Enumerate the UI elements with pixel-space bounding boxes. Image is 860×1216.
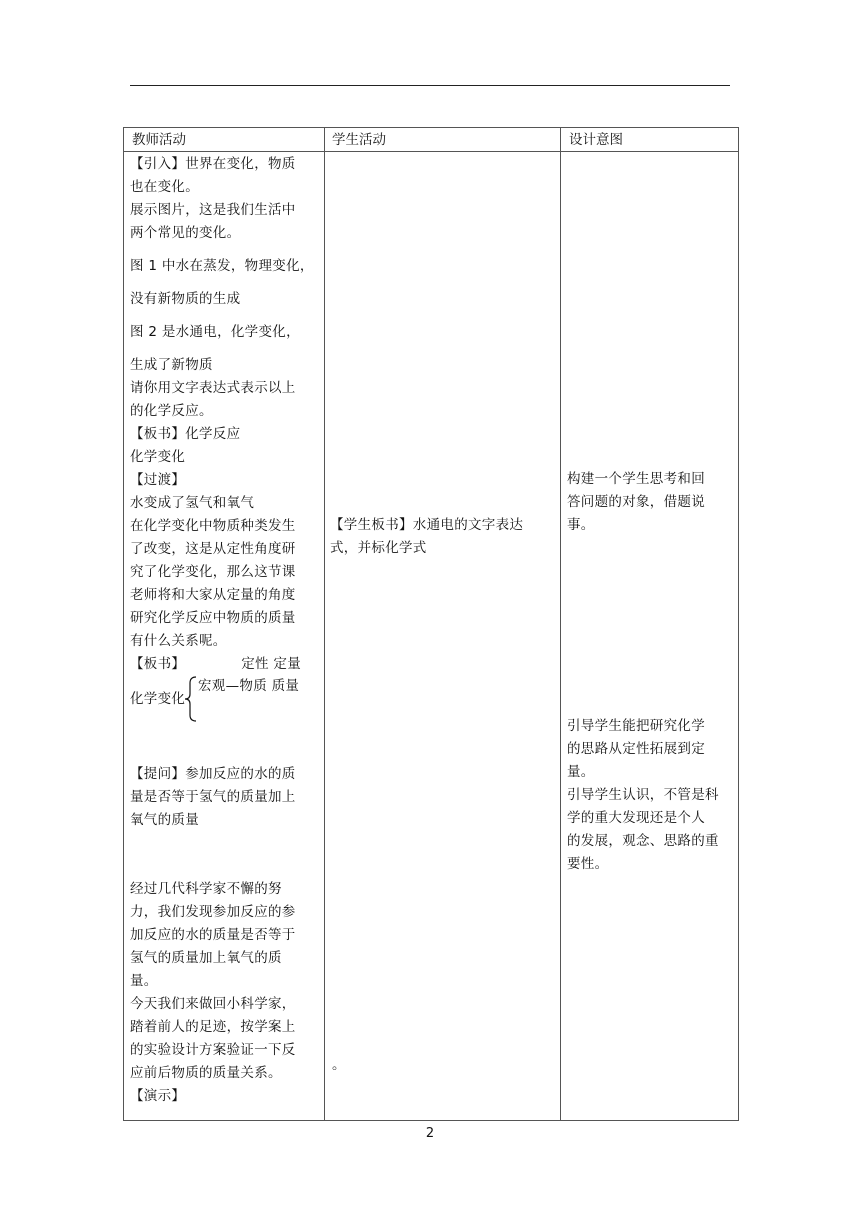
text-line: 式，并标化学式 bbox=[330, 540, 427, 556]
text-line: 引导学生能把研究化学 bbox=[567, 718, 705, 734]
column-divider bbox=[324, 128, 325, 1120]
page-number: 2 bbox=[425, 1126, 435, 1141]
text-line: 【过渡】 bbox=[130, 472, 186, 488]
text-line: 量。 bbox=[130, 973, 158, 989]
text-line: 踏着前人的足迹，按学案上 bbox=[130, 1019, 296, 1035]
text-line: 力，我们发现参加反应的参 bbox=[130, 904, 296, 920]
text-line: 生成了新物质 bbox=[130, 357, 213, 373]
board-line bbox=[130, 653, 320, 676]
text-line: 氧气的质量 bbox=[130, 812, 199, 828]
text-line: 的发展，观念、思路的重 bbox=[567, 833, 719, 849]
text-line: 加反应的水的质量是否等于 bbox=[130, 927, 296, 943]
text-line: 【提问】参加反应的水的质 bbox=[130, 766, 296, 782]
text-line: 有什么关系呢。 bbox=[130, 633, 227, 649]
text-line: 氢气的质量加上氧气的质 bbox=[130, 950, 282, 966]
text-line: 化学变化 bbox=[130, 449, 186, 465]
teacher-cell bbox=[130, 153, 320, 1108]
text-line: 量是否等于氢气的质量加上 bbox=[130, 789, 296, 805]
text-line: 图 1 中水在蒸发，物理变化， bbox=[130, 258, 314, 274]
header-student: 学生活动 bbox=[332, 132, 386, 148]
text-line: 展示图片，这是我们生活中 bbox=[130, 202, 296, 218]
brace-diagram bbox=[130, 676, 320, 722]
student-cell bbox=[330, 514, 556, 560]
text-line: 两个常见的变化。 bbox=[130, 225, 241, 241]
brace-label: 化学变化 bbox=[130, 691, 186, 707]
header-row-divider bbox=[124, 151, 738, 152]
text-line: 了改变，这是从定性角度研 bbox=[130, 541, 296, 557]
column-divider bbox=[560, 128, 561, 1120]
text-line: 【引入】世界在变化，物质 bbox=[130, 156, 296, 172]
text-line: 的实验设计方案验证一下反 bbox=[130, 1042, 296, 1058]
text-line: 的思路从定性拓展到定 bbox=[567, 741, 705, 757]
left-brace-icon bbox=[184, 676, 198, 722]
header-intent: 设计意图 bbox=[569, 132, 623, 148]
text-line: 【演示】 bbox=[130, 1088, 186, 1104]
text-line: 也在变化。 bbox=[130, 179, 199, 195]
text-line: 没有新物质的生成 bbox=[130, 291, 241, 307]
text-line: 研究化学反应中物质的质量 bbox=[130, 610, 296, 626]
student-note: 。 bbox=[332, 1057, 346, 1073]
intent-cell-1 bbox=[567, 468, 737, 537]
header-teacher: 教师活动 bbox=[132, 132, 186, 148]
text-line: 在化学变化中物质种类发生 bbox=[130, 518, 296, 534]
text-line: 引导学生认识，不管是科 bbox=[567, 787, 719, 803]
text-line: 学的重大发现还是个人 bbox=[567, 810, 705, 826]
text-line: 经过几代科学家不懈的努 bbox=[130, 881, 282, 897]
text-line: 构建一个学生思考和回 bbox=[567, 471, 705, 487]
text-line: 答问题的对象，借题说 bbox=[567, 494, 705, 510]
text-line: 量。 bbox=[567, 764, 595, 780]
board-label: 【板书】 bbox=[130, 656, 186, 672]
text-line: 的化学反应。 bbox=[130, 403, 213, 419]
intent-cell-2 bbox=[567, 715, 737, 876]
text-line: 【板书】化学反应 bbox=[130, 426, 241, 442]
text-line: 水变成了氢气和氧气 bbox=[130, 495, 255, 511]
text-line: 事。 bbox=[567, 517, 595, 533]
text-line: 图 2 是水通电，化学变化， bbox=[130, 324, 300, 340]
header-rule bbox=[130, 85, 730, 86]
board-right: 定性 定量 bbox=[241, 656, 301, 672]
text-line: 要性。 bbox=[567, 856, 609, 872]
text-line: 究了化学变化，那么这节课 bbox=[130, 564, 296, 580]
text-line: 请你用文字表达式表示以上 bbox=[130, 380, 296, 396]
text-line: 老师将和大家从定量的角度 bbox=[130, 587, 296, 603]
lesson-table bbox=[123, 127, 739, 1121]
text-line: 【学生板书】水通电的文字表达 bbox=[330, 517, 524, 533]
text-line: 应前后物质的质量关系。 bbox=[130, 1065, 282, 1081]
brace-text: 宏观—物质 质量 bbox=[198, 678, 300, 694]
text-line: 今天我们来做回小科学家， bbox=[130, 996, 296, 1012]
